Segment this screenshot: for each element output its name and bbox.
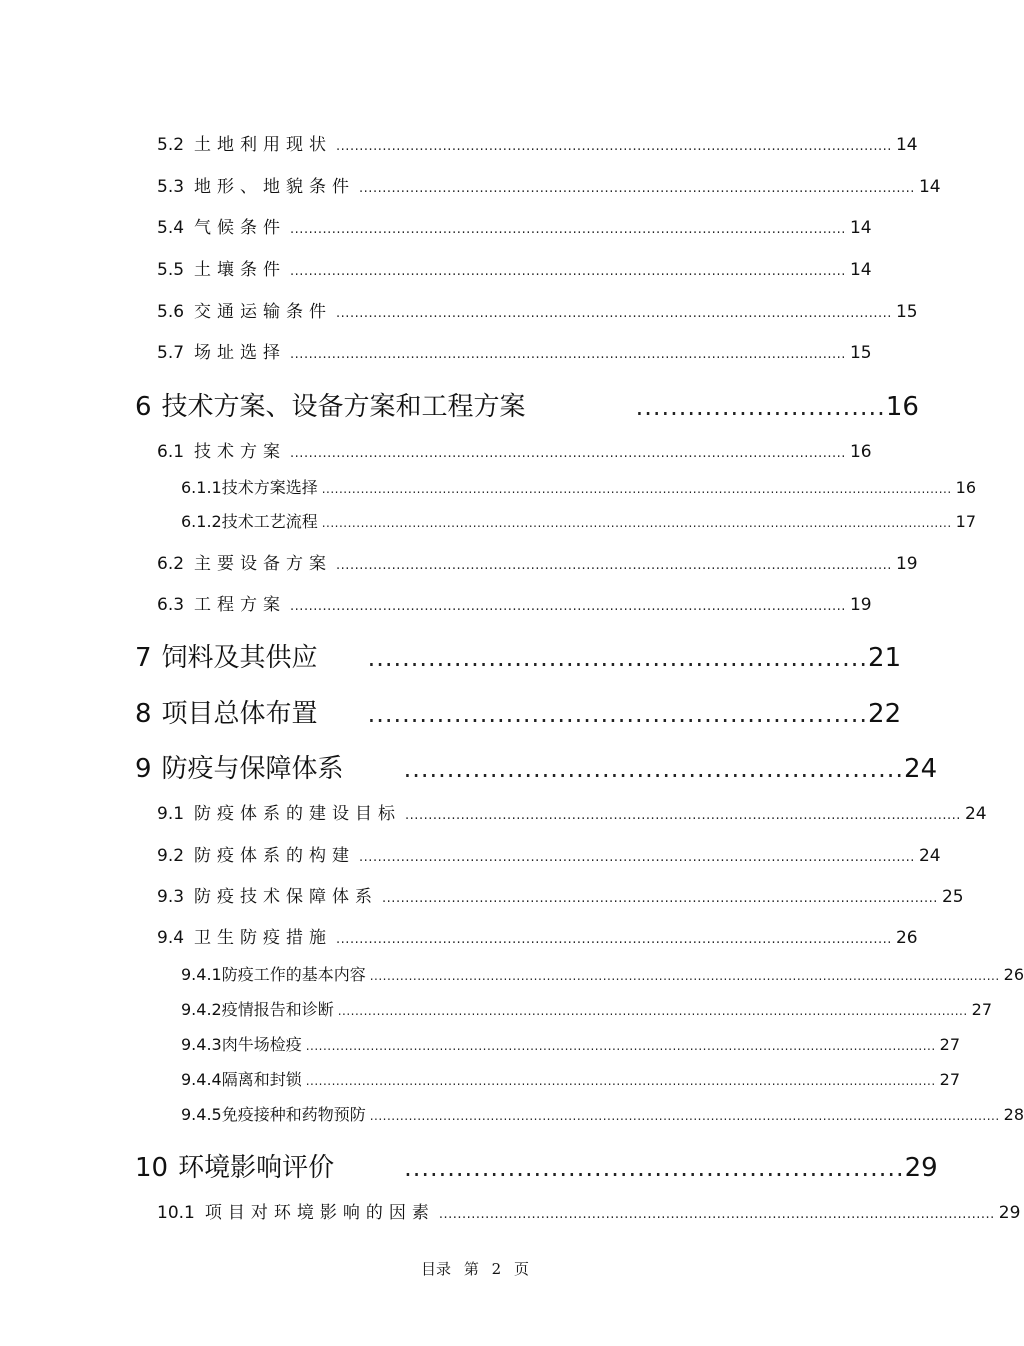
toc-number: 6.1.2 xyxy=(181,512,222,531)
toc-title: 饲料及其供应 xyxy=(161,643,318,673)
toc-leader-dots: ........................................................................................................................ xyxy=(359,181,915,196)
toc-page-number: 27 xyxy=(939,1035,961,1054)
toc-number: 9.4.3 xyxy=(181,1035,222,1054)
toc-title: 土壤条件 xyxy=(194,260,287,280)
toc-leader-dots: .................................................................................................................................................. xyxy=(321,516,952,530)
toc-entry[interactable] xyxy=(157,130,918,155)
toc-page-number: 27 xyxy=(971,1000,993,1019)
toc-title: 工程方案 xyxy=(194,595,287,615)
toc-title: 防疫体系的建设目标 xyxy=(194,804,402,824)
toc-chapter[interactable] xyxy=(135,693,902,729)
toc-title: 项目对环境影响的因素 xyxy=(204,1203,435,1223)
toc-number: 9.3 xyxy=(157,887,185,907)
toc-number: 6.1 xyxy=(157,442,185,462)
toc-number: 9.1 xyxy=(157,804,185,824)
toc-number: 9.4.4 xyxy=(181,1070,222,1089)
toc-page-number: 22 xyxy=(868,699,902,729)
toc-title: 肉牛场检疫 xyxy=(221,1035,302,1054)
toc-leader-dots: ............................. xyxy=(635,393,886,421)
toc-number: 6 xyxy=(135,392,152,422)
toc-page-number: 24 xyxy=(918,846,941,866)
toc-leader-dots: ........................................................................................................................ xyxy=(336,306,892,321)
page-footer xyxy=(0,1258,950,1279)
toc-number: 9 xyxy=(135,754,152,784)
toc-leader-dots: ........................................................................................................................ xyxy=(290,264,846,279)
toc-number: 9.2 xyxy=(157,846,185,866)
toc-title: 土地利用现状 xyxy=(194,135,333,155)
toc-leader-dots: ........................................................................................................................ xyxy=(405,808,961,823)
toc-page-number: 29 xyxy=(904,1153,938,1183)
toc-page-number: 28 xyxy=(1003,1105,1024,1124)
toc-title: 技术方案 xyxy=(194,442,287,462)
toc-page-number: 26 xyxy=(1003,965,1024,984)
footer-label: 目录 xyxy=(421,1260,452,1278)
toc-entry[interactable] xyxy=(157,255,872,280)
toc-leader-dots: .................................................................................................................................................. xyxy=(369,1109,1000,1123)
footer-page-prefix: 第 xyxy=(463,1260,479,1278)
toc-number: 5.5 xyxy=(157,260,185,280)
toc-leader-dots: .......................................................... xyxy=(367,644,869,672)
toc-leader-dots: ........................................................................................................................ xyxy=(336,139,892,154)
toc-page-number: 16 xyxy=(955,478,977,497)
toc-subentry[interactable] xyxy=(181,1102,1024,1124)
toc-leader-dots: ........................................................................................................................ xyxy=(382,891,938,906)
toc-chapter[interactable] xyxy=(135,1147,938,1183)
toc-leader-dots: ........................................................................................................................ xyxy=(290,446,846,461)
footer-page-number: 2 xyxy=(491,1260,502,1278)
toc-title: 技术工艺流程 xyxy=(221,512,318,531)
toc-leader-dots: .................................................................................................................................................. xyxy=(305,1074,936,1088)
toc-page-number: 14 xyxy=(918,177,941,197)
toc-leader-dots: ........................................................................................................................ xyxy=(290,599,846,614)
toc-number: 9.4.2 xyxy=(181,1000,222,1019)
toc-leader-dots: ........................................................................................................................ xyxy=(336,558,892,573)
toc-title: 防疫与保障体系 xyxy=(161,754,344,784)
toc-page-number: 26 xyxy=(895,928,918,948)
toc-title: 交通运输条件 xyxy=(194,302,333,322)
toc-number: 5.4 xyxy=(157,218,185,238)
toc-number: 9.4.1 xyxy=(181,965,222,984)
toc-entry[interactable] xyxy=(157,841,941,866)
toc-title: 防疫技术保障体系 xyxy=(194,887,379,907)
toc-leader-dots: .................................................................................................................................................. xyxy=(321,482,952,496)
toc-number: 6.3 xyxy=(157,595,185,615)
toc-number: 5.7 xyxy=(157,343,185,363)
toc-entry[interactable] xyxy=(157,882,964,907)
toc-leader-dots: ........................................................................................................................ xyxy=(438,1207,995,1222)
toc-page-number: 24 xyxy=(904,754,938,784)
toc-page-number: 21 xyxy=(868,643,902,673)
toc-number: 6.1.1 xyxy=(181,478,222,497)
toc-title: 技术方案、设备方案和工程方案 xyxy=(161,392,526,422)
toc-title: 防疫工作的基本内容 xyxy=(221,965,366,984)
toc-page-number: 19 xyxy=(849,595,872,615)
toc-entry[interactable] xyxy=(157,437,872,462)
toc-entry[interactable] xyxy=(157,923,918,948)
toc-page-number: 14 xyxy=(849,218,872,238)
toc-entry[interactable] xyxy=(157,213,872,238)
toc-chapter[interactable] xyxy=(135,748,938,784)
toc-leader-dots: .................................................................................................................................................. xyxy=(369,969,1000,983)
toc-subentry[interactable] xyxy=(181,997,993,1019)
toc-subentry[interactable] xyxy=(181,475,977,497)
toc-leader-dots: .................................................................................................................................................. xyxy=(305,1039,936,1053)
toc-page-number: 14 xyxy=(895,135,918,155)
toc-title: 卫生防疫措施 xyxy=(194,928,333,948)
toc-title: 场址选择 xyxy=(194,343,287,363)
footer-page-suffix: 页 xyxy=(513,1260,529,1278)
toc-leader-dots: ........................................................................................................................ xyxy=(290,347,846,362)
toc-page-number: 15 xyxy=(849,343,872,363)
toc-page-number: 17 xyxy=(955,512,977,531)
toc-entry[interactable] xyxy=(157,338,872,363)
toc-entry[interactable] xyxy=(157,590,872,615)
toc-title: 防疫体系的构建 xyxy=(194,846,356,866)
toc-title: 气候条件 xyxy=(194,218,287,238)
toc-leader-dots: ........................................................................................................................ xyxy=(336,932,892,947)
toc-page-number: 19 xyxy=(895,554,918,574)
toc-leader-dots: ........................................................................................................................ xyxy=(290,222,846,237)
toc-number: 5.2 xyxy=(157,135,185,155)
toc-page-number: 24 xyxy=(964,804,987,824)
toc-title: 疫情报告和诊断 xyxy=(221,1000,334,1019)
toc-number: 5.3 xyxy=(157,177,185,197)
toc-subentry[interactable] xyxy=(181,1032,961,1054)
toc-subentry[interactable] xyxy=(181,509,977,531)
toc-chapter[interactable] xyxy=(135,386,919,422)
toc-page-number: 16 xyxy=(885,392,919,422)
toc-number: 8 xyxy=(135,699,152,729)
toc-chapter[interactable] xyxy=(135,637,902,673)
toc-title: 主要设备方案 xyxy=(194,554,333,574)
toc-number: 10.1 xyxy=(157,1203,195,1223)
toc-number: 10 xyxy=(135,1153,169,1183)
toc-leader-dots: .......................................................... xyxy=(404,1154,905,1182)
toc-page-number: 16 xyxy=(849,442,872,462)
toc-entry[interactable] xyxy=(157,297,918,322)
toc-title: 隔离和封锁 xyxy=(221,1070,302,1089)
toc-title: 免疫接种和药物预防 xyxy=(221,1105,366,1124)
toc-leader-dots: .................................................................................................................................................. xyxy=(337,1004,968,1018)
toc-subentry[interactable] xyxy=(181,1067,961,1089)
toc-entry[interactable] xyxy=(157,799,987,824)
toc-entry[interactable] xyxy=(157,172,941,197)
toc-number: 5.6 xyxy=(157,302,185,322)
toc-number: 9.4 xyxy=(157,928,185,948)
toc-leader-dots: .......................................................... xyxy=(367,700,869,728)
toc-page-number: 14 xyxy=(849,260,872,280)
toc-entry[interactable] xyxy=(157,549,918,574)
toc-number: 6.2 xyxy=(157,554,185,574)
toc-title: 环境影响评价 xyxy=(178,1153,335,1183)
toc-leader-dots: ........................................................................................................................ xyxy=(359,850,915,865)
toc-title: 项目总体布置 xyxy=(161,699,318,729)
toc-page-number: 15 xyxy=(895,302,918,322)
toc-entry[interactable] xyxy=(157,1198,1021,1223)
toc-title: 地形、地貌条件 xyxy=(194,177,356,197)
toc-title: 技术方案选择 xyxy=(221,478,318,497)
toc-number: 9.4.5 xyxy=(181,1105,222,1124)
toc-subentry[interactable] xyxy=(181,962,1024,984)
toc-leader-dots: .......................................................... xyxy=(403,755,905,783)
toc-page-number: 25 xyxy=(941,887,964,907)
toc-page-number: 27 xyxy=(939,1070,961,1089)
toc-number: 7 xyxy=(135,643,152,673)
toc-page-number: 29 xyxy=(998,1203,1021,1223)
